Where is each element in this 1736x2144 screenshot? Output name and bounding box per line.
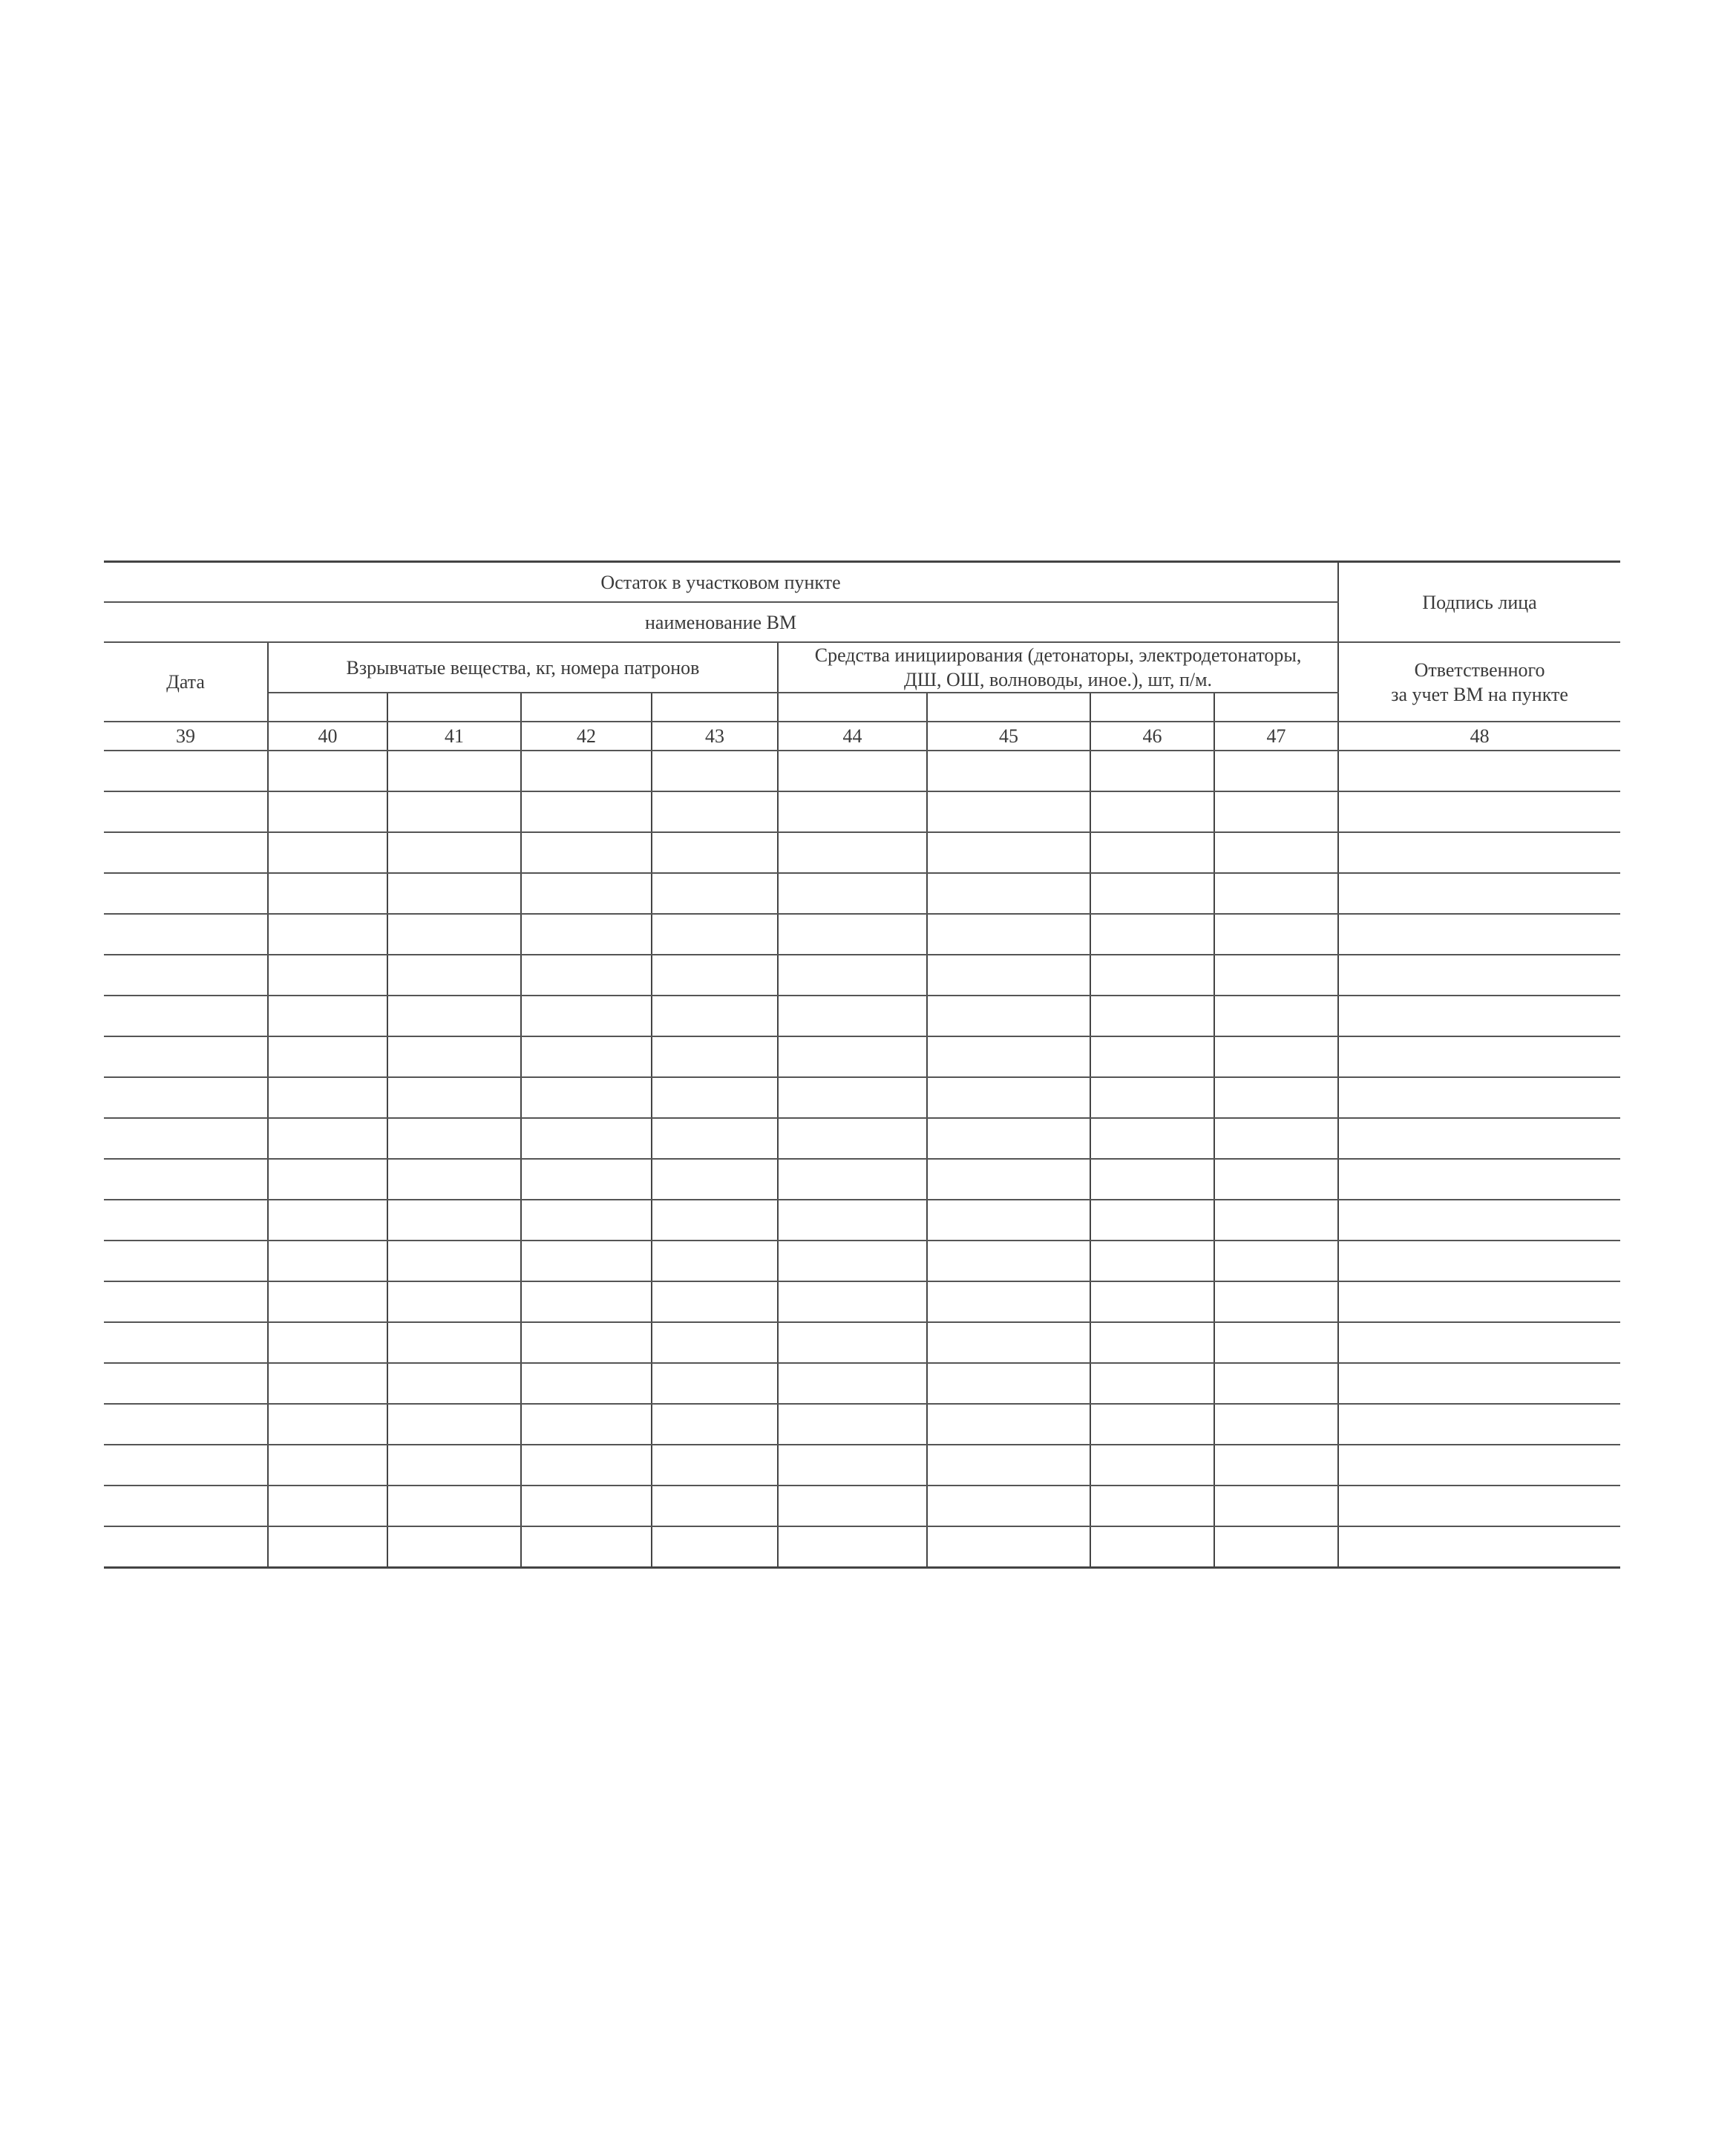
table-cell[interactable] <box>1338 1526 1620 1568</box>
table-cell[interactable] <box>1090 1281 1214 1322</box>
table-row <box>104 1526 1620 1568</box>
table-cell[interactable] <box>387 1281 521 1322</box>
table-cell[interactable] <box>1214 955 1338 996</box>
table-cell[interactable] <box>927 1281 1090 1322</box>
table-cell[interactable] <box>1338 1036 1620 1077</box>
table-cell[interactable] <box>521 1322 652 1363</box>
table-cell[interactable] <box>778 914 927 955</box>
table-cell[interactable] <box>652 1036 778 1077</box>
table-cell[interactable] <box>1338 1486 1620 1526</box>
header-initiators-line1: Средства инициирования (детонаторы, электродетонаторы, <box>814 644 1302 666</box>
table-cell[interactable] <box>652 1200 778 1241</box>
table-cell[interactable] <box>104 1036 268 1077</box>
table-cell[interactable] <box>1338 1200 1620 1241</box>
table-cell[interactable] <box>387 1200 521 1241</box>
table-cell[interactable] <box>521 873 652 914</box>
table-cell[interactable] <box>521 1200 652 1241</box>
column-number: 46 <box>1090 722 1214 751</box>
table-cell[interactable] <box>268 955 387 996</box>
table-cell[interactable] <box>652 832 778 873</box>
table-cell[interactable] <box>1338 1159 1620 1200</box>
table-cell[interactable] <box>652 1322 778 1363</box>
table-cell[interactable] <box>104 955 268 996</box>
header-remainder: Остаток в участковом пункте <box>104 562 1338 603</box>
table-cell[interactable] <box>387 1445 521 1486</box>
table-cell[interactable] <box>268 1159 387 1200</box>
table-cell[interactable] <box>927 1363 1090 1404</box>
table-cell[interactable] <box>778 1404 927 1445</box>
table-cell[interactable] <box>1214 1445 1338 1486</box>
table-cell[interactable] <box>778 1036 927 1077</box>
column-number: 48 <box>1338 722 1620 751</box>
table-cell[interactable] <box>1214 1077 1338 1118</box>
table-cell[interactable] <box>1090 1363 1214 1404</box>
table-cell[interactable] <box>104 1486 268 1526</box>
table-cell[interactable] <box>521 1404 652 1445</box>
table-cell[interactable] <box>1214 1200 1338 1241</box>
table-cell[interactable] <box>268 1486 387 1526</box>
table-cell[interactable] <box>778 873 927 914</box>
table-cell[interactable] <box>652 791 778 832</box>
table-row <box>104 1036 1620 1077</box>
table-cell[interactable] <box>1090 1241 1214 1281</box>
table-cell[interactable] <box>1338 1363 1620 1404</box>
column-number-row <box>104 722 1620 751</box>
table-cell[interactable] <box>778 791 927 832</box>
column-number: 39 <box>104 722 268 751</box>
table-cell[interactable] <box>521 955 652 996</box>
table-cell[interactable] <box>927 1241 1090 1281</box>
table-cell[interactable] <box>927 1445 1090 1486</box>
table-cell[interactable] <box>1090 1445 1214 1486</box>
table-cell[interactable] <box>268 751 387 791</box>
table-cell[interactable] <box>387 996 521 1036</box>
table-cell[interactable] <box>268 914 387 955</box>
table-cell[interactable] <box>1338 832 1620 873</box>
table-cell[interactable] <box>1090 1077 1214 1118</box>
table-cell[interactable] <box>104 791 268 832</box>
header-date: Дата <box>104 642 268 722</box>
table-cell[interactable] <box>268 1036 387 1077</box>
table-row <box>104 832 1620 873</box>
table-cell[interactable] <box>778 1241 927 1281</box>
initiator-subcolumn <box>1090 693 1214 722</box>
header-vm-name: наименование ВМ <box>104 602 1338 642</box>
table-cell[interactable] <box>778 1077 927 1118</box>
table-cell[interactable] <box>652 873 778 914</box>
table-cell[interactable] <box>521 996 652 1036</box>
table-cell[interactable] <box>1338 1404 1620 1445</box>
table-cell[interactable] <box>387 873 521 914</box>
column-number: 40 <box>268 722 387 751</box>
explosive-subcolumn <box>387 693 521 722</box>
table-cell[interactable] <box>521 1077 652 1118</box>
table-cell[interactable] <box>268 996 387 1036</box>
table-cell[interactable] <box>778 996 927 1036</box>
table-cell[interactable] <box>1090 1404 1214 1445</box>
table-cell[interactable] <box>1338 955 1620 996</box>
table-cell[interactable] <box>652 751 778 791</box>
table-cell[interactable] <box>927 1486 1090 1526</box>
table-cell[interactable] <box>1090 873 1214 914</box>
table-cell[interactable] <box>927 751 1090 791</box>
table-cell[interactable] <box>268 1241 387 1281</box>
table-cell[interactable] <box>387 955 521 996</box>
table-cell[interactable] <box>521 1486 652 1526</box>
explosive-subcolumn <box>652 693 778 722</box>
table-cell[interactable] <box>1214 1486 1338 1526</box>
table-cell[interactable] <box>1090 1036 1214 1077</box>
table-cell[interactable] <box>521 791 652 832</box>
table-cell[interactable] <box>521 751 652 791</box>
table-cell[interactable] <box>778 751 927 791</box>
table-cell[interactable] <box>104 1363 268 1404</box>
table-cell[interactable] <box>104 1241 268 1281</box>
table-cell[interactable] <box>927 873 1090 914</box>
table-cell[interactable] <box>387 1241 521 1281</box>
table-cell[interactable] <box>104 832 268 873</box>
header-initiators <box>778 642 1338 693</box>
initiator-subcolumn <box>778 693 927 722</box>
header-initiators-line2: ДШ, ОШ, волноводы, иное.), шт, п/м. <box>904 669 1213 690</box>
table-cell[interactable] <box>521 1241 652 1281</box>
table-cell[interactable] <box>521 1159 652 1200</box>
table-cell[interactable] <box>1214 1404 1338 1445</box>
table-cell[interactable] <box>268 1077 387 1118</box>
initiator-subcolumn <box>927 693 1090 722</box>
header-signature-line1: Ответственного <box>1414 658 1545 681</box>
table-cell[interactable] <box>1338 751 1620 791</box>
table-cell[interactable] <box>927 1077 1090 1118</box>
table-cell[interactable] <box>1214 832 1338 873</box>
table-cell[interactable] <box>268 873 387 914</box>
table-cell[interactable] <box>1214 1322 1338 1363</box>
table-cell[interactable] <box>1214 1281 1338 1322</box>
table-cell[interactable] <box>1090 1118 1214 1159</box>
table-cell[interactable] <box>652 1077 778 1118</box>
explosive-subcolumn <box>268 693 387 722</box>
table-cell[interactable] <box>104 1322 268 1363</box>
table-cell[interactable] <box>1090 996 1214 1036</box>
column-number: 44 <box>778 722 927 751</box>
initiator-subcolumn <box>1214 693 1338 722</box>
column-number: 42 <box>521 722 652 751</box>
table-cell[interactable] <box>387 1118 521 1159</box>
table-cell[interactable] <box>521 1118 652 1159</box>
table-cell[interactable] <box>927 832 1090 873</box>
table-cell[interactable] <box>1214 914 1338 955</box>
table-cell[interactable] <box>268 1526 387 1568</box>
table-cell[interactable] <box>1338 873 1620 914</box>
table-cell[interactable] <box>268 1404 387 1445</box>
table-row <box>104 1281 1620 1322</box>
table-cell[interactable] <box>1338 1077 1620 1118</box>
table-cell[interactable] <box>652 1159 778 1200</box>
table-cell[interactable] <box>268 1200 387 1241</box>
table-cell[interactable] <box>1090 751 1214 791</box>
table-cell[interactable] <box>927 914 1090 955</box>
table-cell[interactable] <box>652 1486 778 1526</box>
table-cell[interactable] <box>521 1281 652 1322</box>
table-cell[interactable] <box>104 1077 268 1118</box>
table-cell[interactable] <box>1338 1322 1620 1363</box>
table-row <box>104 1241 1620 1281</box>
table-cell[interactable] <box>387 1363 521 1404</box>
table-cell[interactable] <box>387 1404 521 1445</box>
table-cell[interactable] <box>1338 996 1620 1036</box>
table-cell[interactable] <box>778 1322 927 1363</box>
table-cell[interactable] <box>1338 1118 1620 1159</box>
table-cell[interactable] <box>104 751 268 791</box>
table-cell[interactable] <box>1338 791 1620 832</box>
table-cell[interactable] <box>927 1322 1090 1363</box>
table-cell[interactable] <box>778 1526 927 1568</box>
table-cell[interactable] <box>1090 1486 1214 1526</box>
table-row <box>104 955 1620 996</box>
table-row <box>104 1445 1620 1486</box>
header-signature-line2: за учет ВМ на пункте <box>1391 683 1568 705</box>
table-cell[interactable] <box>652 955 778 996</box>
table-cell[interactable] <box>1338 914 1620 955</box>
table-cell[interactable] <box>1214 1159 1338 1200</box>
table-cell[interactable] <box>387 1322 521 1363</box>
table-cell[interactable] <box>1090 1159 1214 1200</box>
table-row <box>104 914 1620 955</box>
table-cell[interactable] <box>1090 1526 1214 1568</box>
table-cell[interactable] <box>778 955 927 996</box>
table-cell[interactable] <box>268 1118 387 1159</box>
column-number: 41 <box>387 722 521 751</box>
table-cell[interactable] <box>1090 1322 1214 1363</box>
table-cell[interactable] <box>521 1036 652 1077</box>
table-row <box>104 1322 1620 1363</box>
table-cell[interactable] <box>927 1118 1090 1159</box>
table-cell[interactable] <box>104 873 268 914</box>
table-cell[interactable] <box>778 1118 927 1159</box>
table-cell[interactable] <box>387 1526 521 1568</box>
explosive-subcolumn <box>521 693 652 722</box>
table-cell[interactable] <box>104 1526 268 1568</box>
column-number: 47 <box>1214 722 1338 751</box>
table-cell[interactable] <box>778 1445 927 1486</box>
table-row <box>104 791 1620 832</box>
table-cell[interactable] <box>521 1445 652 1486</box>
table-cell[interactable] <box>1214 1526 1338 1568</box>
table-row <box>104 1200 1620 1241</box>
table-cell[interactable] <box>387 832 521 873</box>
table-cell[interactable] <box>268 1363 387 1404</box>
table-cell[interactable] <box>387 1036 521 1077</box>
table-cell[interactable] <box>652 996 778 1036</box>
table-row <box>104 1363 1620 1404</box>
table-cell[interactable] <box>652 1281 778 1322</box>
table-cell[interactable] <box>104 1200 268 1241</box>
table-cell[interactable] <box>268 791 387 832</box>
table-row <box>104 996 1620 1036</box>
table-cell[interactable] <box>652 1445 778 1486</box>
table-row <box>104 1077 1620 1118</box>
table-cell[interactable] <box>1090 1200 1214 1241</box>
table-cell[interactable] <box>104 1159 268 1200</box>
table-cell[interactable] <box>387 1486 521 1526</box>
table-cell[interactable] <box>268 1281 387 1322</box>
table-row <box>104 1486 1620 1526</box>
table-cell[interactable] <box>927 1036 1090 1077</box>
table-cell[interactable] <box>1214 996 1338 1036</box>
table-row <box>104 1118 1620 1159</box>
table-cell[interactable] <box>778 1281 927 1322</box>
ledger-table <box>104 560 1620 1569</box>
table-cell[interactable] <box>268 1322 387 1363</box>
table-cell[interactable] <box>387 1159 521 1200</box>
header-explosives: Взрывчатые вещества, кг, номера патронов <box>268 642 778 693</box>
table-cell[interactable] <box>1090 955 1214 996</box>
table-cell[interactable] <box>387 1077 521 1118</box>
table-cell[interactable] <box>1338 1241 1620 1281</box>
table-cell[interactable] <box>104 1404 268 1445</box>
table-cell[interactable] <box>927 996 1090 1036</box>
table-cell[interactable] <box>652 1118 778 1159</box>
table-cell[interactable] <box>1090 914 1214 955</box>
table-cell[interactable] <box>104 1118 268 1159</box>
table-cell[interactable] <box>521 832 652 873</box>
table-row <box>104 1404 1620 1445</box>
table-cell[interactable] <box>104 996 268 1036</box>
table-cell[interactable] <box>1214 751 1338 791</box>
table-cell[interactable] <box>1338 1281 1620 1322</box>
table-cell[interactable] <box>1214 1363 1338 1404</box>
table-cell[interactable] <box>652 1526 778 1568</box>
table-cell[interactable] <box>1214 1036 1338 1077</box>
table-cell[interactable] <box>1338 1445 1620 1486</box>
table-cell[interactable] <box>927 791 1090 832</box>
table-cell[interactable] <box>652 1404 778 1445</box>
table-cell[interactable] <box>268 832 387 873</box>
table-cell[interactable] <box>521 1363 652 1404</box>
table-cell[interactable] <box>521 1526 652 1568</box>
table-cell[interactable] <box>652 1241 778 1281</box>
table-cell[interactable] <box>1090 832 1214 873</box>
table-row <box>104 1159 1620 1200</box>
table-cell[interactable] <box>1214 873 1338 914</box>
table-cell[interactable] <box>778 832 927 873</box>
table-cell[interactable] <box>387 914 521 955</box>
table-cell[interactable] <box>652 914 778 955</box>
header-signature-top: Подпись лица <box>1338 562 1620 643</box>
table-cell[interactable] <box>104 914 268 955</box>
table-cell[interactable] <box>1214 1241 1338 1281</box>
table-row <box>104 751 1620 791</box>
table-cell[interactable] <box>104 1445 268 1486</box>
table-cell[interactable] <box>927 1200 1090 1241</box>
table-cell[interactable] <box>927 955 1090 996</box>
table-cell[interactable] <box>521 914 652 955</box>
table-cell[interactable] <box>927 1404 1090 1445</box>
column-number: 43 <box>652 722 778 751</box>
table-cell[interactable] <box>387 791 521 832</box>
header-signature-bottom <box>1338 642 1620 722</box>
table-cell[interactable] <box>778 1486 927 1526</box>
table-cell[interactable] <box>778 1159 927 1200</box>
table-cell[interactable] <box>1214 791 1338 832</box>
table-cell[interactable] <box>104 1281 268 1322</box>
column-number: 45 <box>927 722 1090 751</box>
table-cell[interactable] <box>778 1363 927 1404</box>
table-row <box>104 873 1620 914</box>
table-cell[interactable] <box>927 1159 1090 1200</box>
table-cell[interactable] <box>652 1363 778 1404</box>
table-cell[interactable] <box>268 1445 387 1486</box>
table-cell[interactable] <box>927 1526 1090 1568</box>
table-cell[interactable] <box>387 751 521 791</box>
table-cell[interactable] <box>1090 791 1214 832</box>
table-cell[interactable] <box>778 1200 927 1241</box>
table-cell[interactable] <box>1214 1118 1338 1159</box>
